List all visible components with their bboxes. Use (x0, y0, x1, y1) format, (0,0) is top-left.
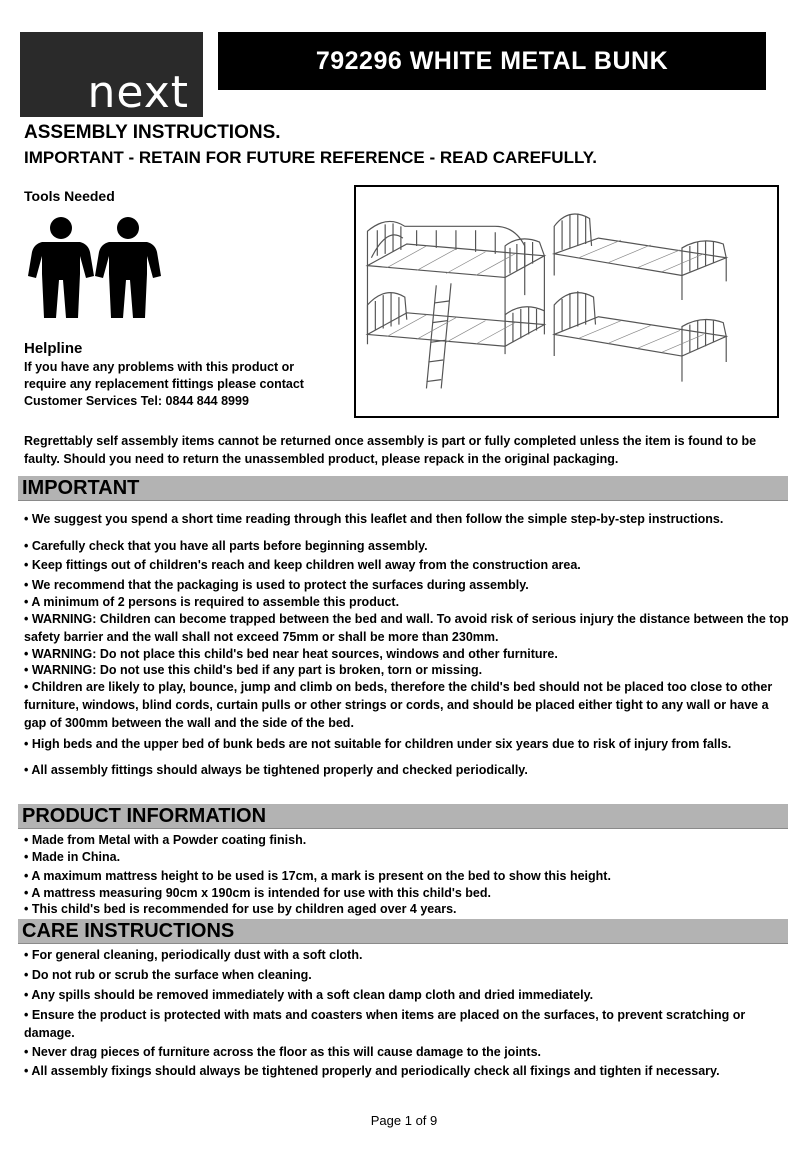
important-item: • Keep fittings out of children's reach and keep children well away from the construction area. (24, 558, 581, 572)
important-item: • A minimum of 2 persons is required to assemble this product. (24, 595, 400, 609)
care-section-title: CARE INSTRUCTIONS (22, 920, 235, 942)
product-info-section-title: PRODUCT INFORMATION (22, 805, 267, 827)
assembly-heading: ASSEMBLY INSTRUCTIONS. (24, 122, 281, 143)
product-info-item: • This child's bed is recommended for use by children aged over 4 years. (24, 902, 457, 916)
person-icon (28, 216, 94, 318)
important-item: • We suggest you spend a short time reading through this leaflet and then follow the simple step-by-step instructions. (24, 512, 724, 526)
care-section-header (18, 919, 788, 944)
care-item: • All assembly fixings should always be tightened properly and periodically check all fixings and tighten if necessary. (24, 1064, 720, 1078)
important-item: • High beds and the upper bed of bunk beds are not suitable for children under six years due to risk of injury from falls. (24, 737, 732, 751)
bunk-top-bed (367, 221, 544, 295)
single-bed-bottom (554, 291, 726, 381)
product-info-item: • Made from Metal with a Powder coating finish. (24, 833, 307, 847)
care-item: • Ensure the product is protected with mats and coasters when items are placed on the surfaces, to prevent scratching or damage. (24, 1008, 746, 1040)
important-item: • WARNING: Children can become trapped between the bed and wall. To avoid risk of serious injury the distance between the top safety barrier and the wall shall not exceed 75mm or shall be more than 230mm. (24, 612, 789, 644)
single-bed-top (554, 214, 726, 300)
important-item: • All assembly fittings should always be tightened properly and checked periodically. (24, 763, 528, 777)
helpline-line: If you have any problems with this product or (24, 360, 295, 374)
brand-logo (20, 32, 203, 117)
returns-note: Regrettably self assembly items cannot be returned once assembly is part or fully completed unless the item is found to be faulty. Should you need to return the unassembled product, please repack in the original packaging. (24, 434, 757, 466)
important-item: • WARNING: Do not use this child's bed if any part is broken, torn or missing. (24, 663, 483, 677)
product-info-item: • A maximum mattress height to be used is 17cm, a mark is present on the bed to show this height. (24, 869, 611, 883)
product-info-item: • A mattress measuring 90cm x 190cm is intended for use with this child's bed. (24, 886, 491, 900)
person-icon (95, 216, 161, 318)
important-section-header (18, 476, 788, 501)
helpline-line: require any replacement fittings please contact (24, 377, 304, 391)
ladder (426, 283, 451, 388)
important-item: • We recommend that the packaging is used to protect the surfaces during assembly. (24, 578, 529, 592)
helpline-line: Customer Services Tel: 0844 844 8999 (24, 394, 249, 408)
care-item: • Never drag pieces of furniture across the floor as this will cause damage to the joints. (24, 1045, 542, 1059)
helpline-text (24, 359, 344, 410)
page-number: Page 1 of 9 (370, 1113, 438, 1128)
product-info-item: • Made in China. (24, 850, 121, 864)
important-item: • WARNING: Do not place this child's bed near heat sources, windows and other furniture. (24, 647, 558, 661)
care-item: • Do not rub or scrub the surface when cleaning. (24, 968, 312, 982)
important-item: • Carefully check that you have all parts before beginning assembly. (24, 539, 428, 553)
product-info-section-header (18, 804, 788, 829)
document-title: 792296 WHITE METAL BUNK (218, 32, 766, 90)
care-item: • Any spills should be removed immediately with a soft clean damp cloth and dried immediately. (24, 988, 594, 1002)
logo-text: next (87, 67, 189, 118)
helpline-title: Helpline (24, 340, 83, 357)
important-item: • Children are likely to play, bounce, jump and climb on beds, therefore the child's bed should not be placed too close to other furniture, windows, blind cords, curtain pulls or other strings or cords, and should be placed either tight to any wall or have a gap of 300mm between the wall and the side of the bed. (24, 680, 773, 730)
important-section-title: IMPORTANT (22, 477, 140, 499)
retain-heading: IMPORTANT - RETAIN FOR FUTURE REFERENCE - READ CAREFULLY. (24, 148, 597, 167)
tools-needed-label: Tools Needed (24, 188, 115, 204)
care-item: • For general cleaning, periodically dust with a soft cloth. (24, 948, 363, 962)
bunk-bed-illustration (354, 185, 779, 418)
